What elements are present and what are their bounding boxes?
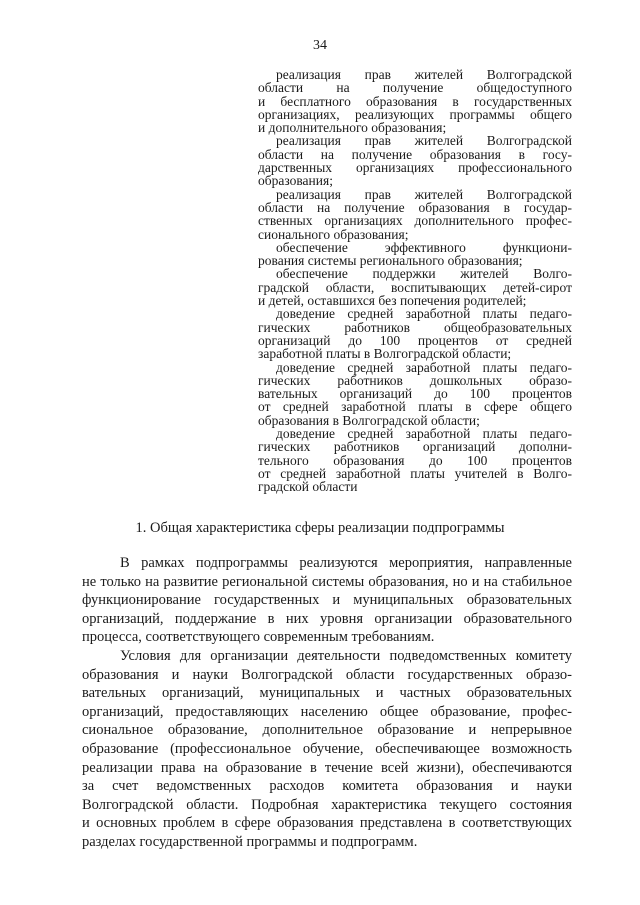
goal-line: гических работников дошкольных образо- — [258, 372, 572, 388]
paragraph-line: функционирование государственных и муниципальных образовательных — [82, 592, 572, 609]
goal-line: ственных организациях дополнительного профес- — [258, 213, 572, 229]
goal-item — [258, 68, 572, 134]
paragraph-line: организаций, поддержание в них уровня организации образовательного — [82, 610, 572, 627]
page-number: 34 — [313, 38, 327, 53]
goal-line: гических работников организаций дополни- — [258, 439, 572, 455]
goal-line: градской области — [258, 479, 358, 495]
goal-line: организаций до 100 процентов от средней — [258, 332, 572, 348]
paragraph-line: организаций, предоставляющих населению общее образование, профес- — [82, 703, 572, 720]
goal-line: и бесплатного образования в государственных — [258, 93, 572, 109]
goal-line: гических работников общеобразовательных — [258, 319, 572, 335]
goal-line: доведение средней заработной платы педаго- — [276, 426, 572, 442]
goal-line: от средней заработной платы в сфере общего — [258, 399, 572, 415]
paragraph-line: реализации права на образование в течение всей жизни), обеспечиваются — [82, 759, 572, 776]
goal-item — [258, 241, 572, 268]
goal-line: реализация прав жителей Волгоградской — [276, 67, 572, 82]
goal-item — [258, 188, 572, 241]
goal-line: доведение средней заработной платы педаго- — [276, 359, 572, 375]
paragraph-line: вательных организаций, муниципальных и частных образовательных — [82, 685, 572, 702]
goal-line: вательных организаций до 100 процентов — [258, 386, 572, 402]
paragraph-line: процесса, соответствующего современным требованиям. — [82, 629, 435, 646]
goal-line: и детей, оставшихся без попечения родителей; — [258, 293, 527, 309]
goal-line: образования; — [258, 173, 333, 189]
section-body — [82, 554, 572, 852]
goal-line: дарственных организациях профессионального — [258, 160, 572, 176]
goal-line: организациях, реализующих программы общего — [258, 106, 572, 122]
goal-line: обеспечение эффективного функциони- — [276, 239, 572, 255]
goal-item — [258, 307, 572, 360]
goal-line: тельного образования до 100 процентов — [258, 452, 572, 468]
goal-line: образования в Волгоградской области; — [258, 412, 480, 428]
goal-item — [258, 267, 572, 307]
goal-item — [258, 427, 572, 493]
goal-line: рования системы регионального образования; — [258, 253, 523, 269]
goal-item — [258, 134, 572, 187]
subprogram-goals-list — [258, 68, 572, 494]
goal-line: сионального образования; — [258, 226, 409, 242]
goal-line: заработной платы в Волгоградской области; — [258, 346, 512, 362]
paragraph-line: Волгоградской области. Подробная характеристика текущего состояния — [82, 796, 572, 813]
goal-line: реализация прав жителей Волгоградской — [276, 186, 572, 202]
goal-item — [258, 361, 572, 427]
goal-line: области на получение образования в государ- — [258, 199, 572, 215]
paragraph-line: Условия для организации деятельности подведомственных комитету — [120, 647, 572, 664]
goal-line: градской области, воспитывающих детей-сирот — [258, 279, 572, 295]
section-heading: 1. Общая характеристика сферы реализации подпрограммы — [135, 520, 505, 536]
paragraph — [82, 647, 572, 852]
paragraph-line: за счет ведомственных расходов комитета образования и науки — [82, 778, 572, 795]
goal-line: доведение средней заработной платы педаго- — [276, 306, 572, 322]
paragraph-line: и основных проблем в сфере образования представлена в соответствующих — [82, 815, 572, 832]
paragraph-line: образование (профессиональное обучение, обеспечивающее возможность — [82, 740, 572, 757]
goal-line: реализация прав жителей Волгоградской — [276, 133, 572, 149]
paragraph-line: сиональное образование, дополнительное образование и непрерывное — [82, 722, 572, 739]
goal-line: области на получение общедоступного — [258, 80, 572, 96]
paragraph-line: разделах государственной программы и подпрограмм. — [82, 833, 418, 850]
goal-line: от средней заработной платы учителей в Волго- — [258, 465, 572, 481]
paragraph-line: В рамках подпрограммы реализуются мероприятия, направленные — [120, 555, 572, 571]
paragraph — [82, 554, 572, 647]
paragraph-line: не только на развитие региональной системы образования, но и на стабильное — [82, 573, 572, 590]
goal-line: обеспечение поддержки жителей Волго- — [276, 266, 572, 282]
goal-line: области на получение образования в госу- — [258, 146, 572, 162]
goal-line: и дополнительного образования; — [258, 120, 447, 136]
paragraph-line: образования и науки Волгоградской области государственных образо- — [82, 666, 572, 683]
